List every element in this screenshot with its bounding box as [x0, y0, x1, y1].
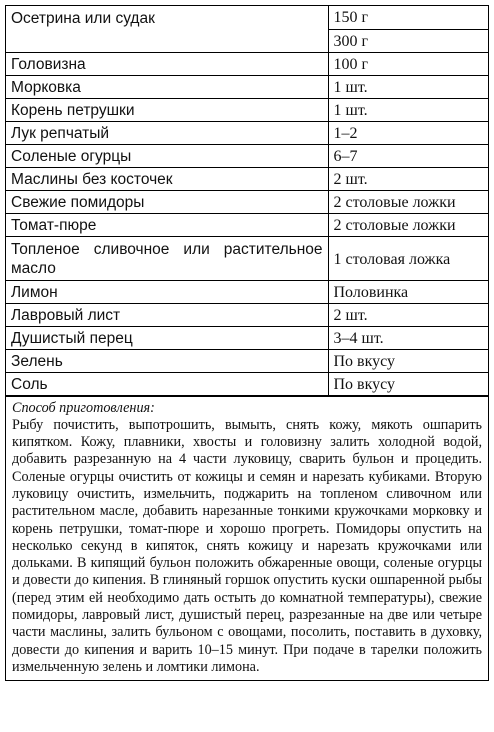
ingredient-qty: 2 шт. [328, 303, 488, 326]
method-section [6, 396, 488, 681]
ingredient-name: Морковка [6, 75, 328, 98]
table-row [6, 52, 488, 75]
ingredient-name: Томат-пюре [6, 213, 328, 236]
ingredient-qty: По вкусу [328, 372, 488, 395]
ingredient-qty: 1 шт. [328, 75, 488, 98]
table-row [6, 167, 488, 190]
table-row [6, 349, 488, 372]
ingredient-name: Осетрина или судак [6, 6, 328, 52]
table-row [6, 326, 488, 349]
method-title: Способ приготовления: [12, 399, 155, 416]
ingredient-qty: 3–4 шт. [328, 326, 488, 349]
table-row [6, 372, 488, 395]
ingredient-qty: 150 г [328, 6, 488, 29]
ingredient-qty: 2 столовые ложки [328, 213, 488, 236]
table-row [6, 280, 488, 303]
ingredient-qty: 6–7 [328, 144, 488, 167]
table-row [6, 303, 488, 326]
ingredient-qty: 100 г [328, 52, 488, 75]
ingredient-qty: 1 столовая ложка [328, 236, 488, 280]
ingredient-qty: 2 шт. [328, 167, 488, 190]
table-row [6, 190, 488, 213]
ingredients-table [6, 6, 488, 396]
ingredient-name: Корень петрушки [6, 98, 328, 121]
ingredient-name: Душистый перец [6, 326, 328, 349]
ingredient-name: Лимон [6, 280, 328, 303]
ingredient-qty: 300 г [328, 29, 488, 52]
ingredient-name: Лавровый лист [6, 303, 328, 326]
table-row [6, 236, 488, 280]
ingredient-name: Соль [6, 372, 328, 395]
recipe-document [5, 5, 489, 681]
ingredient-name: Зелень [6, 349, 328, 372]
ingredient-name: Топленое сливочное или растительное масло [6, 236, 328, 280]
table-row [6, 75, 488, 98]
ingredient-name: Соленые огурцы [6, 144, 328, 167]
table-row [6, 144, 488, 167]
ingredient-qty: 2 столовые ложки [328, 190, 488, 213]
ingredient-name: Лук репчатый [6, 121, 328, 144]
ingredient-name: Головизна [6, 52, 328, 75]
ingredient-qty: 1–2 [328, 121, 488, 144]
ingredient-name: Свежие помидоры [6, 190, 328, 213]
table-row [6, 213, 488, 236]
table-row [6, 6, 488, 29]
ingredient-name: Маслины без косточек [6, 167, 328, 190]
table-row [6, 98, 488, 121]
method-text: Рыбу почистить, выпотрошить, вымыть, снять кожу, мякоть ошпарить кипятком. Кожу, плавники, хвосты и головизну залить холодной водой, добавить разрезанную на 4 части луковицу, сварить бульон и процедить. Соленые огурцы очистить от кожицы и семян и нарезать кубиками. Вторую луковицу очистить, измельчить, поджарить на топленом сливочном или растительном масле, добавить нарезанные тонкими кружочками морковку и корень петрушки, томат-пюре и хорошо прогреть. Помидоры опустить на несколько секунд в кипяток, снять кожицу и нарезать кружочками или дольками. В кипящий бульон положить обжаренные овощи, соленые огурцы и довести до кипения. В глиняный горшок опустить куски ошпаренной рыбы (перед этим ей необходимо дать остыть до комнатной температуры), свежие помидоры, лавровый лист, душистый перец, разрезанные на две или четыре части маслины, залить бульоном с овощами, посолить, поставить в духовку, довести до кипения и варить 10–15 минут. При подаче в тарелки положить измельченную зелень и ломтики лимона. [12, 416, 482, 675]
ingredient-qty: Половинка [328, 280, 488, 303]
ingredient-qty: 1 шт. [328, 98, 488, 121]
ingredient-qty: По вкусу [328, 349, 488, 372]
table-row [6, 121, 488, 144]
